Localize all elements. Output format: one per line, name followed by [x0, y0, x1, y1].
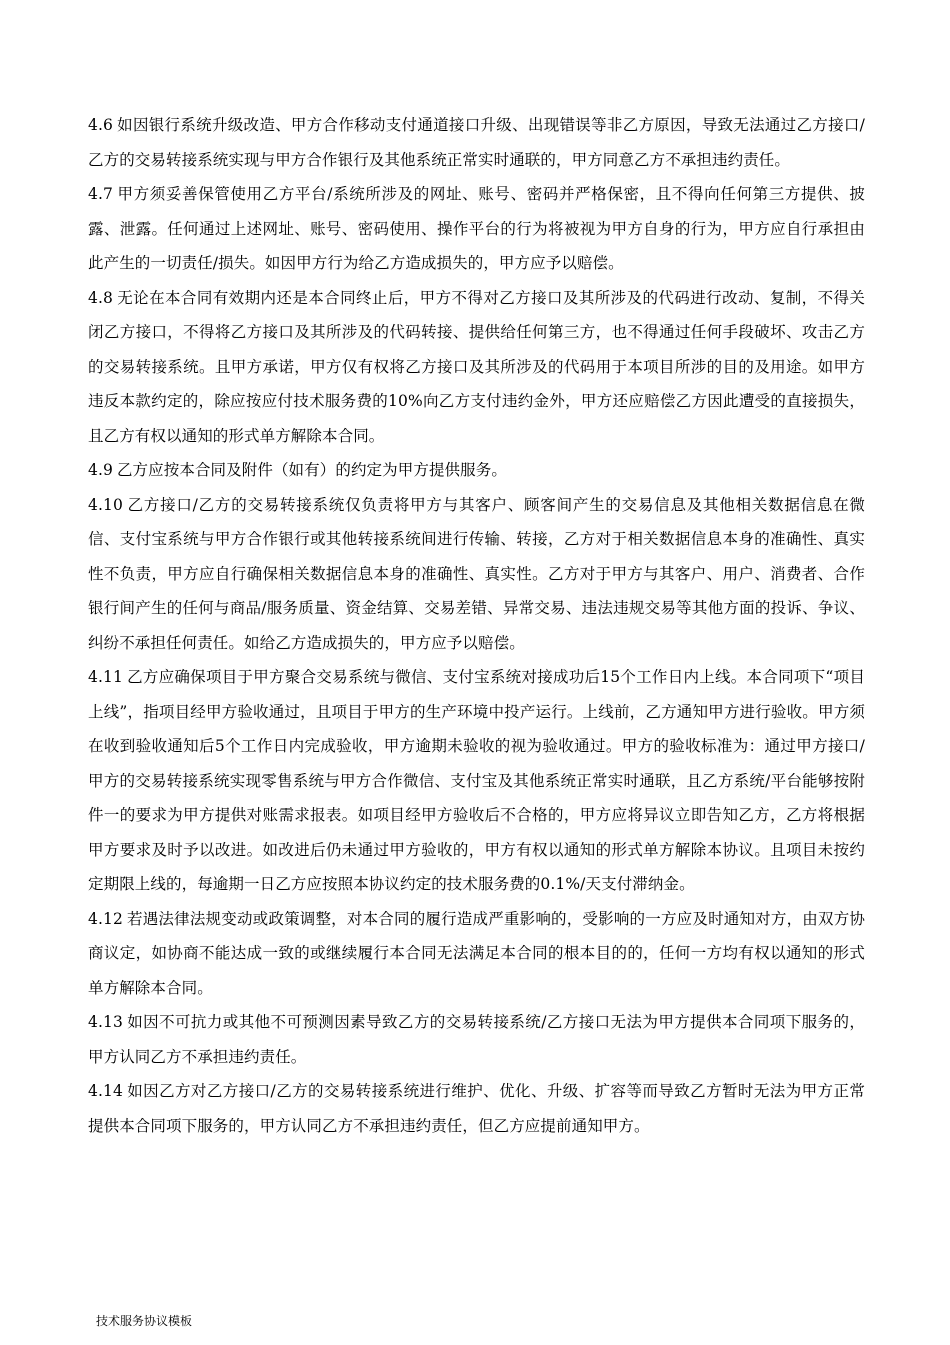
clause-text: 若遇法律法规变动或政策调整，对本合同的履行造成严重影响的，受影响的一方应及时通知对方，由双方协商议定，如协商不能达成一致的或继续履行本合同无法满足本合同的根本目的的，任何一方均有权以通知的形式单方解除本合同。 [88, 909, 865, 997]
clause-4-10 [88, 488, 865, 661]
clause-text: 如因乙方对乙方接口/乙方的交易转接系统进行维护、优化、升级、扩容等而导致乙方暂时无法为甲方正常提供本合同项下服务的，甲方认同乙方不承担违约责任，但乙方应提前通知甲方。 [88, 1082, 865, 1135]
clause-text: 乙方应确保项目于甲方聚合交易系统与微信、支付宝系统对接成功后15个工作日内上线。本合同项下“项目上线”，指项目经甲方验收通过，且项目于甲方的生产环境中投产运行。上线前，乙方通知甲方进行验收。甲方须在收到验收通知后5个工作日内完成验收，甲方逾期未验收的视为验收通过。甲方的验收标准为：通过甲方接口/甲方的交易转接系统实现零售系统与甲方合作微信、支付宝及其他系统正常实时通联，且乙方系统/平台能够按附件一的要求为甲方提供对账需求报表。如项目经甲方验收后不合格的，甲方应将异议立即告知乙方，乙方将根据甲方要求及时予以改进。如改进后仍未通过甲方验收的，甲方有权以通知的形式单方解除本协议。且项目未按约定期限上线的，每逾期一日乙方应按照本协议约定的技术服务费的0.1%/天支付滞纳金。 [88, 668, 865, 893]
clause-text: 甲方须妥善保管使用乙方平台/系统所涉及的网址、账号、密码并严格保密，且不得向任何第三方提供、披露、泄露。任何通过上述网址、账号、密码使用、操作平台的行为将被视为甲方自身的行为，甲方应自行承担由此产生的一切责任/损失。如因甲方行为给乙方造成损失的，甲方应予以赔偿。 [88, 185, 865, 272]
clause-text: 无论在本合同有效期内还是本合同终止后，甲方不得对乙方接口及其所涉及的代码进行改动、复制，不得关闭乙方接口，不得将乙方接口及其所涉及的代码转接、提供给任何第三方，也不得通过任何手段破坏、攻击乙方的交易转接系统。且甲方承诺，甲方仅有权将乙方接口及其所涉及的代码用于本项目所涉的目的及用途。如甲方违反本款约定的，除应按应付技术服务费的10%向乙方支付违约金外，甲方还应赔偿乙方因此遭受的直接损失，且乙方有权以通知的形式单方解除本合同。 [88, 288, 865, 445]
clause-number: 4.12 [88, 909, 123, 928]
clause-4-13 [88, 1005, 865, 1074]
clause-4-6 [88, 108, 865, 177]
clause-number: 4.6 [88, 116, 113, 134]
clause-text: 乙方应按本合同及附件（如有）的约定为甲方提供服务。 [116, 461, 507, 479]
clause-text: 如因银行系统升级改造、甲方合作移动支付通道接口升级、出现错误等非乙方原因，导致无法通过乙方接口/乙方的交易转接系统实现与甲方合作银行及其他系统正常实时通联的，甲方同意乙方不承担违约责任。 [88, 116, 865, 169]
clause-text: 如因不可抗力或其他不可预测因素导致乙方的交易转接系统/乙方接口无法为甲方提供本合同项下服务的，甲方认同乙方不承担违约责任。 [88, 1013, 865, 1066]
clause-number: 4.8 [88, 288, 113, 307]
clause-number: 4.11 [88, 668, 123, 686]
footer-document-title: 技术服务协议模板 [96, 1314, 193, 1328]
clause-4-11 [88, 660, 865, 902]
contract-body [88, 108, 865, 1143]
clause-4-9 [88, 453, 865, 488]
clause-number: 4.7 [88, 185, 113, 203]
clause-number: 4.13 [88, 1013, 123, 1031]
clause-number: 4.10 [88, 495, 123, 514]
page-footer [96, 1314, 206, 1328]
clause-number: 4.14 [88, 1082, 123, 1100]
clause-4-12 [88, 902, 865, 1006]
clause-4-8 [88, 281, 865, 454]
clause-4-7 [88, 177, 865, 281]
clause-number: 4.9 [88, 461, 113, 479]
clause-text: 乙方接口/乙方的交易转接系统仅负责将甲方与其客户、顾客间产生的交易信息及其他相关数据信息在微信、支付宝系统与甲方合作银行或其他转接系统间进行传输、转接，乙方对于相关数据信息本身的准确性、真实性不负责，甲方应自行确保相关数据信息本身的准确性、真实性。乙方对于甲方与其客户、用户、消费者、合作银行间产生的任何与商品/服务质量、资金结算、交易差错、异常交易、违法违规交易等其他方面的投诉、争议、纠纷不承担任何责任。如给乙方造成损失的，甲方应予以赔偿。 [88, 495, 865, 652]
clause-4-14 [88, 1074, 865, 1143]
